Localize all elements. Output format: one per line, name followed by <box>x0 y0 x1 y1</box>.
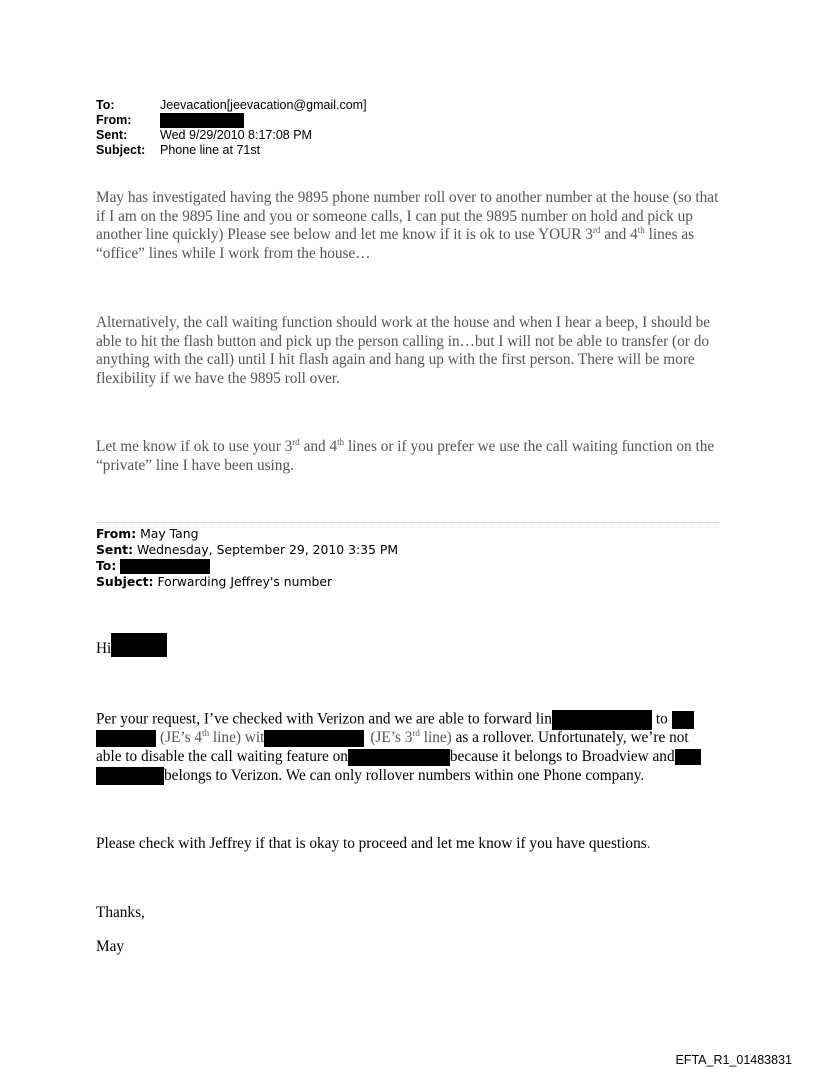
document-id: EFTA_R1_01483831 <box>675 1053 792 1067</box>
check-text: Please check with Jeffrey if that is okay to proceed and let me know if you have questions <box>96 835 647 852</box>
fwd-l1-text-a: Per your request, I’ve checked with Verizon and we are able to forward lin <box>96 710 552 728</box>
fwd-l1-text-b: to <box>655 710 668 728</box>
greeting-text: Hi <box>96 640 112 657</box>
fwd-from-row <box>96 526 199 542</box>
fwd-l3-text-a: able to disable the call waiting feature on <box>96 748 348 765</box>
fwd-l3-text-b: because it belongs to Broadview and <box>449 748 675 765</box>
redaction-box <box>264 730 364 747</box>
sent-value: Wed 9/29/2010 8:17:08 PM <box>160 128 312 142</box>
fwd-from-label: From: <box>96 526 137 541</box>
p3-sup-2: th <box>337 436 345 447</box>
redaction-box <box>96 730 156 747</box>
fwd-line-4 <box>96 767 644 786</box>
redaction-box <box>111 633 167 657</box>
fwd-sent-label: Sent: <box>96 542 134 557</box>
fwd-l2-sup-2: rd <box>412 727 420 738</box>
fwd-l2-text-e: as a rollover. Unfortunately, we’re not <box>451 729 689 746</box>
quote-divider <box>96 522 720 523</box>
redaction-box <box>675 749 701 765</box>
p3-sup-1: rd <box>292 436 300 447</box>
fwd-line-2 <box>96 729 689 748</box>
fwd-l2-text-d: line) <box>419 729 452 746</box>
thanks-line: Thanks, <box>96 904 145 921</box>
p1-sup-1: rd <box>592 224 601 235</box>
redaction-box <box>672 711 694 729</box>
body-paragraph-3 <box>96 438 720 475</box>
check-line <box>96 835 651 854</box>
fwd-l2-text-c: (JE’s 3 <box>370 729 413 746</box>
to-value: Jeevacation[jeevacation@gmail.com] <box>160 98 367 112</box>
p1-sup-2: th <box>637 224 645 235</box>
fwd-line-3 <box>96 748 701 767</box>
fwd-subject-label: Subject: <box>96 574 154 589</box>
redaction-box <box>160 113 244 128</box>
sent-label: Sent: <box>96 128 128 142</box>
email-subject-row <box>96 142 260 158</box>
email-to-row <box>96 97 367 113</box>
p1-text-b: and 4 <box>600 226 638 243</box>
fwd-l2-text-b: line) wit <box>209 729 265 746</box>
fwd-l2-text-a: (JE’s 4 <box>160 729 203 746</box>
subject-label: Subject: <box>96 143 146 157</box>
greeting-line <box>96 640 167 659</box>
redaction-box <box>120 559 210 574</box>
fwd-l2-grey-b <box>370 729 451 746</box>
redaction-box <box>348 749 450 766</box>
email-from-row <box>96 112 244 128</box>
fwd-subject-value: Forwarding Jeffrey's number <box>153 574 333 589</box>
fwd-subject-row <box>96 574 332 590</box>
fwd-l2-grey-a <box>160 729 264 746</box>
p3-text-b: and 4 <box>299 438 338 455</box>
redaction-box <box>96 767 164 785</box>
fwd-sent-row <box>96 542 398 558</box>
signature-line: May <box>96 938 125 955</box>
fwd-to-label: To: <box>96 558 117 573</box>
p3-text-a: Let me know if ok to use your 3 <box>96 438 293 455</box>
fwd-l2-sup-1: th <box>202 727 210 738</box>
body-paragraph-1 <box>96 189 720 263</box>
from-label: From: <box>96 113 132 127</box>
redaction-box <box>552 710 652 730</box>
email-sent-row <box>96 127 312 143</box>
subject-value: Phone line at 71st <box>160 143 261 157</box>
fwd-l4-text: belongs to Verizon. We can only rollover numbers within one Phone company. <box>164 767 645 784</box>
p1-text-a: May has investigated having the 9895 phone number roll over to another number at the house (so that if I am on the 9895 line and you or someone calls, I can put the 9895 number on hold and pick up another line quickly) Please see below and let me know if it is ok to use YOUR 3 <box>96 189 719 243</box>
fwd-line-1 <box>96 710 694 730</box>
fwd-to-row <box>96 558 210 574</box>
fwd-from-value: May Tang <box>136 526 199 541</box>
p1-text-c: lines as “office” lines while I work from the house… <box>96 226 695 262</box>
body-paragraph-2: Alternatively, the call waiting function should work at the house and when I hear a beep, I should be able to hit the flash button and pick up the person calling in…but I will not be able to transfer (or do anything with the call) until I hit flash again and hang up with the first person. There will be more flexibility if we have the 9895 roll over. <box>96 314 711 387</box>
to-label: To: <box>96 98 115 112</box>
fwd-sent-value: Wednesday, September 29, 2010 3:35 PM <box>133 542 399 557</box>
p3-text-c: lines or if you prefer we use the call waiting function on the “private” line I have been using. <box>96 438 715 474</box>
check-period: . <box>646 835 651 852</box>
